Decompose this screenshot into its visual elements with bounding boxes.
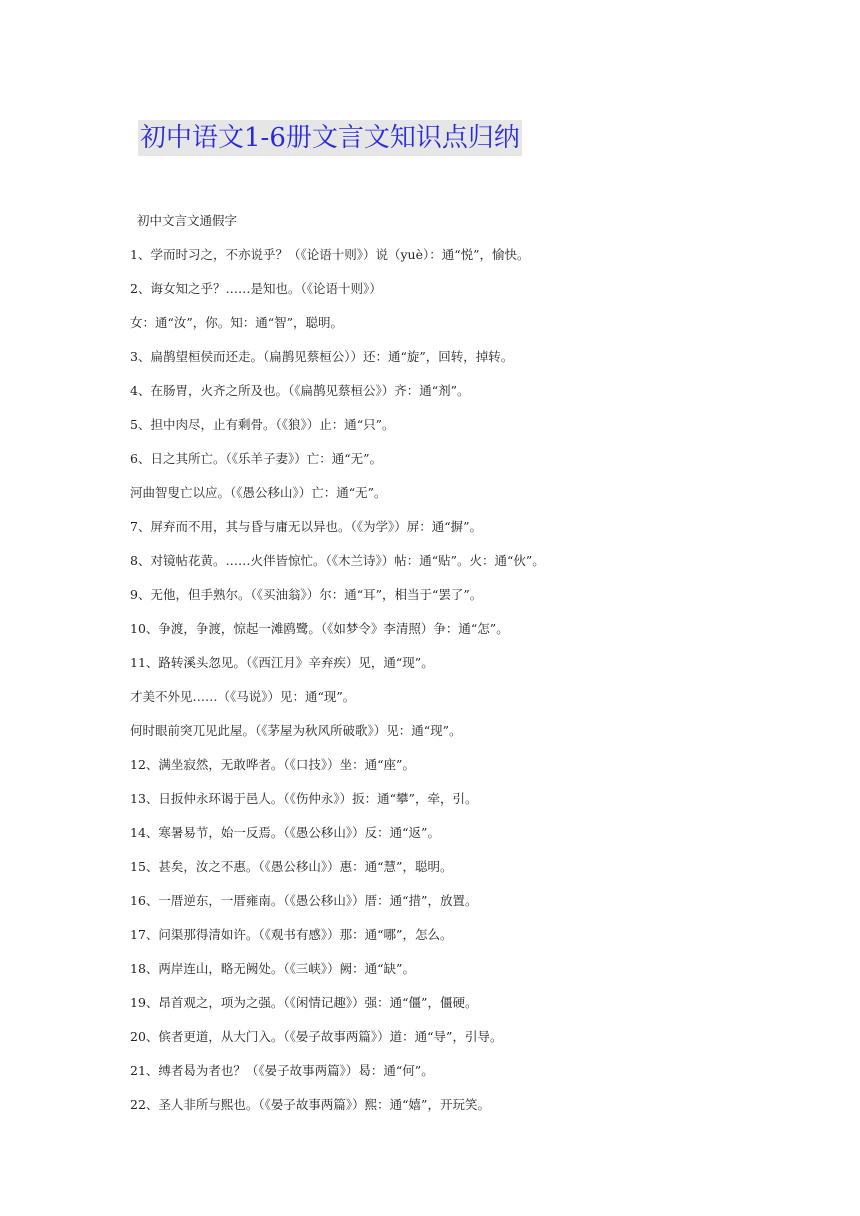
entry-line: 河曲智叟亡以应。（《愚公移山》）亡：通“无”。 (130, 485, 387, 500)
entry-line: 22、圣人非所与熙也。（《晏子故事两篇》）熙：通“嬉”，开玩笑。 (130, 1097, 490, 1112)
entry-line: 4、在肠胃，火齐之所及也。（《扁鹊见蔡桓公》）齐：通“剂”。 (130, 383, 470, 398)
entry-line: 16、一厝逆东，一厝雍南。（《愚公移山》）厝：通“措”，放置。 (130, 893, 478, 908)
entry-line: 3、扁鹊望桓侯而还走。（扁鹊见蔡桓公））还：通“旋”，回转，掉转。 (130, 349, 514, 364)
entry-line: 15、甚矣，汝之不惠。（《愚公移山》）惠：通“慧”，聪明。 (130, 859, 453, 874)
entry-line: 1、学而时习之，不亦说乎？（《论语十则》）说（yuè）：通“悦”，愉快。 (130, 247, 530, 262)
entry-line: 6、日之其所亡。（《乐羊子妻》）亡：通“无”。 (130, 451, 382, 466)
entry-line: 7、屏弃而不用，其与昏与庸无以异也。（《为学》）屏：通“摒”。 (130, 519, 482, 534)
entry-line: 女：通“汝”，你。知：通“智”，聪明。 (130, 315, 344, 330)
entry-line: 18、两岸连山，略无阙处。（《三峡》）阙：通“缺”。 (130, 961, 415, 976)
entry-line: 19、昂首观之，项为之强。（《闲情记趣》）强：通“僵”，僵硬。 (130, 995, 478, 1010)
section-heading: 初中文言文通假字 (137, 213, 238, 228)
entry-line: 14、寒暑易节，始一反焉。（《愚公移山》）反：通“返”。 (130, 825, 440, 840)
entry-line: 17、问渠那得清如许。（《观书有感》）那：通“哪”，怎么。 (130, 927, 453, 942)
entry-line: 何时眼前突兀见此屋。（《茅屋为秋风所破歌》）见：通“现”。 (130, 723, 462, 738)
entry-line: 9、无他，但手熟尔。（《买油翁》）尔：通“耳”，相当于“罢了”。 (130, 587, 483, 602)
entry-line: 5、担中肉尽，止有剩骨。（《狼》）止：通“只”。 (130, 417, 395, 432)
entry-line: 20、傧者更道，从大门入。（《晏子故事两篇》）道：通“导”，引导。 (130, 1029, 503, 1044)
entry-line: 才美不外见……（《马说》）见：通“现”。 (130, 689, 356, 704)
entry-line: 8、对镜帖花黄。……火伴皆惊忙。（《木兰诗》）帖：通“贴”。火：通“伙”。 (130, 553, 545, 568)
entry-list (130, 245, 830, 1129)
entry-line: 12、满坐寂然，无敢哗者。（《口技》）坐：通“座”。 (130, 757, 415, 772)
document-title: 初中语文1-6册文言文知识点归纳 (138, 120, 522, 156)
entry-line: 10、争渡，争渡，惊起一滩鸥鹭。（《如梦令》李清照）争：通“怎”。 (130, 621, 509, 636)
entry-line: 2、诲女知之乎？……是知也。（《论语十则》） (130, 281, 382, 296)
entry-line: 11、路转溪头忽见。（《西江月》辛弃疾）见，通“现”。 (130, 655, 434, 670)
entry-line: 13、日扳仲永环谒于邑人。（《伤仲永》）扳：通“攀”，牵，引。 (130, 791, 478, 806)
entry-line: 21、缚者曷为者也？（《晏子故事两篇》）曷：通“何”。 (130, 1063, 434, 1078)
